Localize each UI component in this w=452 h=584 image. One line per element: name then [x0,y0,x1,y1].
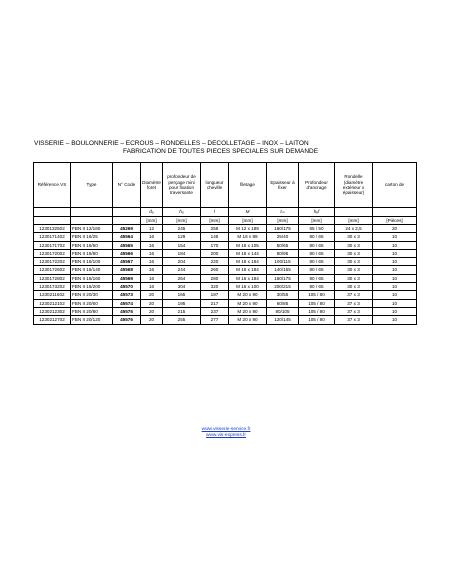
table-cell: 80 / 65 [299,258,335,266]
table-cell: 24 x 2,5 [335,225,373,233]
col-header: Profondeur d'ancrage [299,163,335,208]
table-cell: M 16 x 89 [229,233,267,241]
table-cell: 100/115 [267,258,299,266]
table-cell: 20 [141,299,163,307]
table-cell: 80/95 [267,249,299,257]
table-cell: FBN II 16/200 [71,283,113,291]
table-cell: 80 / 65 [299,266,335,274]
link-visserie-service[interactable]: www.visserie-service.fr [201,427,251,432]
table-cell: 45569 [113,274,141,282]
table-cell: FBN II 16/140 [71,266,113,274]
table-row [34,299,417,307]
table-row [34,241,417,249]
table-cell: FBN II 16/25 [71,233,113,241]
table-cell: M 16 x 100 [229,283,267,291]
table-cell: 16 [141,274,163,282]
table-cell: 120/145 [267,316,299,324]
col-header: Diamètre foret [141,163,163,208]
table-cell: FBN II 12/160 [71,225,113,233]
table-unit-row [34,217,417,225]
table-cell: 30 x 3 [335,274,373,282]
table-cell: FBN II 16/80 [71,249,113,257]
table-cell: 200 [201,249,229,257]
table-cell: 184 [163,249,201,257]
table-cell: M 16 x 144 [229,249,267,257]
table-cell: 304 [163,283,201,291]
table-cell: M 16 x 164 [229,258,267,266]
col-symbol: tₘ [267,208,299,217]
table-cell: 30 x 3 [335,266,373,274]
col-unit [71,217,113,225]
table-cell: 10 [373,241,417,249]
table-cell: 45570 [113,283,141,291]
table-cell: 45565 [113,241,141,249]
col-symbol [113,208,141,217]
table-cell: M 20 x 90 [229,291,267,299]
table-row [34,307,417,315]
table-cell: 45574 [113,299,141,307]
link-vis-express[interactable]: www.vis-express.fr [206,433,246,438]
table-cell: 264 [163,274,201,282]
table-cell: 165 [163,291,201,299]
table-row [34,266,417,274]
table-cell: 10 [373,266,417,274]
col-symbol [71,208,113,217]
table-cell: 1230212302 [34,307,71,315]
header-line-2: FABRICATION DE TOUTES PIECES SPECIALES SUR DEMANDE [123,148,319,155]
col-header: longueur cheville [201,163,229,208]
spec-table [33,162,417,325]
table-cell: 16 [141,249,163,257]
col-unit: [mm] [163,217,201,225]
table-cell: 1230172802 [34,274,71,282]
table-cell: 45568 [113,266,141,274]
table-header-row [34,163,417,208]
table-cell: 16 [141,258,163,266]
table-cell: 16 [141,233,163,241]
table-cell: M 12 x 189 [229,225,267,233]
table-cell: 217 [201,299,229,307]
table-row [34,233,417,241]
col-unit: [mm] [267,217,299,225]
table-cell: 16 [141,266,163,274]
table-cell: 20 [141,316,163,324]
col-unit [34,217,71,225]
table-cell: 30 x 3 [335,233,373,241]
col-unit: [mm] [229,217,267,225]
table-cell: 16 [141,241,163,249]
table-cell: 80 / 65 [299,249,335,257]
table-cell: 245 [163,225,201,233]
table-cell: 1230212702 [34,316,71,324]
table-cell: 256 [201,225,229,233]
col-unit [113,217,141,225]
table-cell: 20 [141,291,163,299]
table-cell: 105 / 80 [299,307,335,315]
table-cell: 204 [163,258,201,266]
table-cell: 80 / 65 [299,241,335,249]
table-cell: 12 [141,225,163,233]
col-symbol: d₀ [141,208,163,217]
table-cell: 129 [163,233,201,241]
table-cell: 1230132502 [34,225,71,233]
col-header: Type [71,163,113,208]
table-row [34,283,417,291]
table-cell: 30 x 3 [335,283,373,291]
table-symbol-row [34,208,417,217]
table-cell: 25/40 [267,233,299,241]
table-cell: FBN II 20/80 [71,307,113,315]
table-cell: 105 / 80 [299,291,335,299]
table-cell: 277 [201,316,229,324]
col-header: Epaisseur à fixer [267,163,299,208]
table-cell: 45573 [113,291,141,299]
table-cell: 45566 [113,249,141,257]
table-cell: FBN II 20/60 [71,299,113,307]
col-symbol: M [229,208,267,217]
website-links [0,427,452,439]
table-cell: 244 [163,266,201,274]
table-cell: FBN II 16/50 [71,241,113,249]
table-cell: 45269 [113,225,141,233]
table-cell: 195 [163,299,201,307]
table-row [34,249,417,257]
table-cell: 80 / 65 [299,233,335,241]
table-cell: 37 x 3 [335,316,373,324]
table-cell: 10 [373,274,417,282]
table-cell: 30 x 3 [335,241,373,249]
table-cell: 37 x 3 [335,291,373,299]
table-cell: 45564 [113,233,141,241]
table-cell: 10 [373,249,417,257]
table-cell: 37 x 3 [335,307,373,315]
table-cell: 160/175 [267,274,299,282]
table-cell: FBN II 16/100 [71,258,113,266]
table-cell: 1230171702 [34,241,71,249]
table-cell: 105 / 80 [299,299,335,307]
table-cell: 255 [163,316,201,324]
table-cell: 237 [201,307,229,315]
table-cell: 220 [201,258,229,266]
table-cell: 45576 [113,316,141,324]
table-cell: 1230173202 [34,283,71,291]
table-cell: 30 x 3 [335,249,373,257]
table-cell: 10 [373,233,417,241]
table-row [34,225,417,233]
col-header: Rondelle (diamètre extérieur x épaisseur) [335,163,373,208]
table-cell: 50/65 [267,241,299,249]
col-unit: [mm] [201,217,229,225]
table-cell: 20 [373,225,417,233]
table-row [34,291,417,299]
table-cell: 154 [163,241,201,249]
table-row [34,316,417,324]
col-header: profondeur de perçage mini pour fixation traversante [163,163,201,208]
table-cell: 1230172002 [34,249,71,257]
table-cell: 105 / 80 [299,316,335,324]
col-header: N° Code [113,163,141,208]
table-cell: 1230212102 [34,299,71,307]
table-cell: 10 [373,283,417,291]
table-cell: 320 [201,283,229,291]
table-cell: 10 [373,307,417,315]
table-row [34,258,417,266]
col-unit: [Pièces] [373,217,417,225]
table-cell: 145 [201,233,229,241]
table-cell: M 16 x 184 [229,274,267,282]
table-cell: 80 / 65 [299,274,335,282]
col-unit: [mm] [141,217,163,225]
table-cell: M 20 x 90 [229,299,267,307]
table-cell: 215 [163,307,201,315]
col-symbol [335,208,373,217]
table-cell: 10 [373,291,417,299]
table-cell: 80 / 65 [299,283,335,291]
table-cell: 45575 [113,307,141,315]
table-cell: M 20 x 90 [229,307,267,315]
table-cell: 45567 [113,258,141,266]
table-cell: 30/55 [267,291,299,299]
table-cell: 20 [141,307,163,315]
table-cell: FBN II 20/30 [71,291,113,299]
table-cell: 30 x 3 [335,258,373,266]
col-unit: [mm] [335,217,373,225]
document-header [0,140,452,156]
table-cell: 200/215 [267,283,299,291]
col-symbol [373,208,417,217]
table-cell: 1230172202 [34,258,71,266]
col-symbol [34,208,71,217]
table-cell: 1230211602 [34,291,71,299]
col-unit: [mm] [299,217,335,225]
table-cell: 80/105 [267,307,299,315]
col-header: carton de [373,163,417,208]
table-cell: 187 [201,291,229,299]
col-symbol: l [201,208,229,217]
col-header: filetage [229,163,267,208]
table-cell: 280 [201,274,229,282]
table-cell: 60/85 [267,299,299,307]
table-cell: FBN II 20/120 [71,316,113,324]
table-cell: 260 [201,266,229,274]
table-cell: FBN II 16/160 [71,274,113,282]
table-cell: 10 [373,258,417,266]
table-cell: 16 [141,283,163,291]
table-cell: M 20 x 90 [229,316,267,324]
table-cell: 37 x 3 [335,299,373,307]
table-row [34,274,417,282]
table-cell: 10 [373,299,417,307]
table-cell: 160/175 [267,225,299,233]
col-header: Référence VS [34,163,71,208]
table-cell: 1230171402 [34,233,71,241]
table-cell: 10 [373,316,417,324]
table-cell: M 16 x 105 [229,241,267,249]
table-cell: 170 [201,241,229,249]
table-cell: M 16 x 184 [229,266,267,274]
table-cell: 65 / 50 [299,225,335,233]
header-line-1: VISSERIE – BOULONNERIE – ECROUS – RONDELLES – DECOLLETAGE – INOX – LAITON [34,140,309,147]
col-symbol: hₑf [299,208,335,217]
col-symbol: h₀ [163,208,201,217]
table-cell: 140/155 [267,266,299,274]
table-cell: 1230172602 [34,266,71,274]
